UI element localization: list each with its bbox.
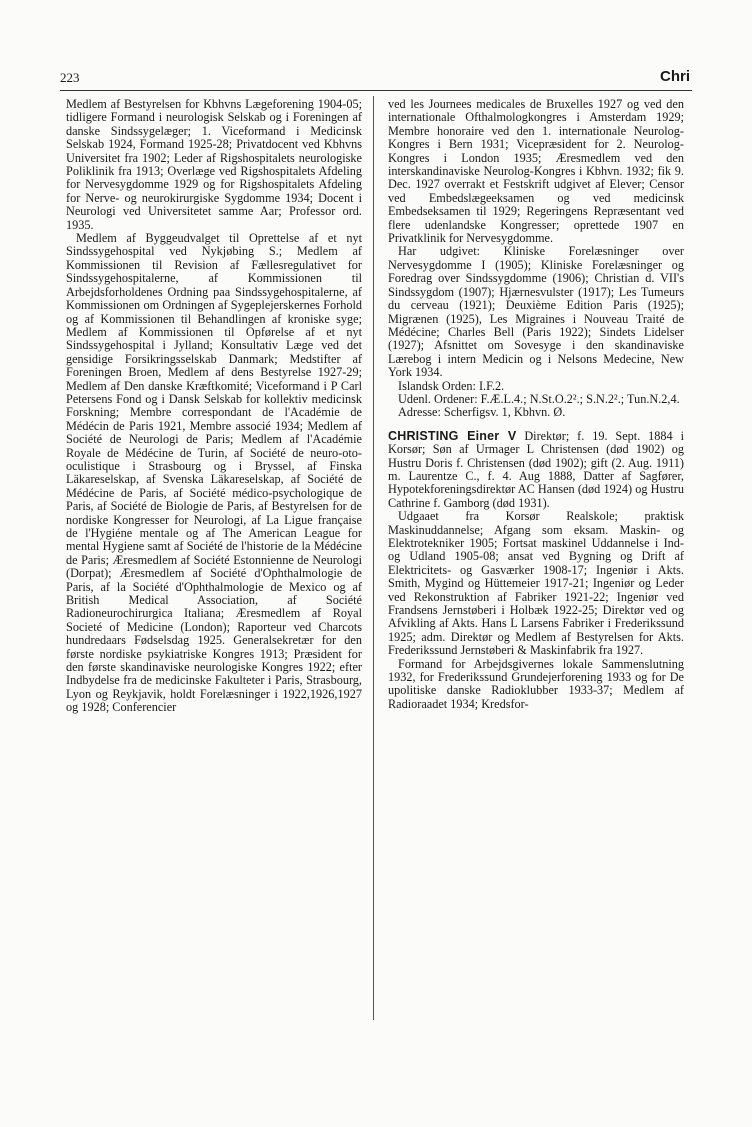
- biography-paragraph: Medlem af Byggeudvalget til Oprettelse af et nyt Sindssygehospital ved Nykjøbing S.; Medlem af Kommissionen til Revision af Fællesregulativet for Sindssygehospitalerne, af Kommissionen til Arbejdsforholdenes Ordning paa Sindssygehospitalerne, af Kommissionen om Ordningen af Sygeplejerskernes Forhold og af Kommissionen til Behandlingen af kroniske syge; Medlem af Kommissionen til Opførelse af et nyt Sindssygehospital i Jylland; Konsultativ Læge ved det gensidige Forsikringsselskab Danmark; Medstifter af Foreningen Broen, Medlem af dens Bestyrelse 1927-29; Medlem af Den danske Kræftkomité; Viceformand i P Carl Petersens Fond og i Dansk Selskab for kollektiv medicinsk Forskning; Membre correspondant de l'Académie de Médécin de Paris 1921, Membre associé 1934; Medlem af Société de Neurologi de Paris; Medlem af l'Académie Royale de Médécine de Turin, af Société de neuro-oto-oculistique i Strasbourg og i Bryssel, af Finska Läkareselskap, af Svenska Läkareselskap, af Société de Médécine de Paris, af Société médico-psychologique de Paris, af Société de Biologie de Paris, af Bestyrelsen for de nordiske Kongresser for Neurologi, af La Ligue française de l'Hygiéne mentale og af The American League for mental Hygiene samt af Société de l'historie de la Médécine de Paris; Æresmedlem af Société Estonnienne de Neurologi (Dorpat); Æresmedlem af Société d'Ophthalmologie de Paris, af la Société d'Ophthalmologie de Mexico og af British Medical Association, af Société Radioneurochirurgica Italiana; Æresmedlem af Royal Societé of Medicine (London); Raporteur ved Charcots hundredaars Fødselsdag 1925. Generalsekretær for den første nordiske psykiatriske Kongres 1913; Præsident for den første skandinaviske neurologiske Kongres 1922; efter Indbydelse fra de medicinske Fakulteter i Paris, Strasbourg, Lyon og Reykjavik, holdt Forelæsninger i 1922,1926,1927 og 1928; Conferencier: [66, 231, 362, 715]
- left-column: [66, 98, 362, 1028]
- orders-line: Islandsk Orden: I.F.2.: [398, 378, 505, 393]
- entry-heading: [388, 430, 684, 510]
- address-line: Adresse: Scherfigsv. 1, Kbhvn. Ø.: [398, 405, 566, 420]
- running-head: Chri: [660, 68, 690, 85]
- biography-paragraph: Medlem af Bestyrelsen for Kbhvns Lægeforening 1904-05; tidligere Formand i neurologisk Selskab og i Foreningen af danske Sindssygelæger; 1. Viceformand i Medicinsk Selskab 1924, Formand 1925-28; Privatdocent ved Kbhvns Universitet fra 1902; Leder af Rigshospitalets neurologiske Poliklinik fra 1913; Overlæge ved Rigshospitalets Afdeling for Nervesygdomme 1929 og for Rigshospitalets Afdeling for Nerve- og neurokirurgiske Sygdomme 1934; Docent i Neurologi ved Universitetet samme Aar; Professor ord. 1935.: [66, 98, 362, 232]
- biography-paragraph: ved les Journees medicales de Bruxelles 1927 og ved den internationale Ofthalmologkongres i Amsterdam 1929; Membre honoraire ved den 1. internationale Neurolog-Kongres i Bern 1931; Vicepræsident for 2. Neurolog-Kongres i London 1935; Æresmedlem ved den interskandinaviske Neurolog-Kongres i Kbhvn. 1932; fik 9. Dec. 1927 overrakt et Festskrift udgivet af Elever; Censor ved Embedslægeeksamen og ved medicinsk Embedseksamen til 1929; Regeringens Repræsentant ved flere udenlandske Kongresser; oprettede 1907 en Privatklinik for Nervesygdomme.: [388, 98, 684, 246]
- header-rule: [60, 90, 692, 91]
- publications-paragraph: Har udgivet: Kliniske Forelæsninger over Nervesygdomme I (1905); Kliniske Forelæsninger og Foredrag over Sindssygdomme (1906); Christian d. VII's Sindssygdom (1907); Hjærnesvulster (1917); Les Tumeurs du cerveau (1921); Deuxième Edition Paris (1925); Migrænen (1925), Les Migraines i Nouveau Traité de Médécine; Charles Bell (Paris 1922); Sindets Lidelser (1927); Afsnittet om Sovesyge i den skandinaviske Lærebog i intern Medicin og i Nelsons Medecine, New York 1934.: [388, 244, 684, 380]
- orders-line: Udenl. Ordener: F.Æ.L.4.; N.St.O.2².; S.N.2².; Tun.N.2,4.: [398, 391, 680, 406]
- entry-headword: CHRISTING Einer V: [388, 428, 517, 443]
- page-number: 223: [60, 70, 80, 85]
- biography-paragraph: Udgaaet fra Korsør Realskole; praktisk Maskinuddannelse; Afgang som eksam. Maskin- og Elektrotekniker 1905; Fortsat maskinel Uddannelse i Ind- og Udland 1905-08; ansat ved Bygning og Drift af Elektricitets- og Gasværker 1908-17; Ingeniør i Akts. Smith, Mygind og Hüttemeier 1917-21; Ingeniør og Leder ved Rekonstruktion af Fabriker 1921-22; Ingeniør ved Frandsens Jernstøberi i Holbæk 1922-25; Direktør ved og Afvikling af Akts. Hans L Larsens Fabriker i Frederikssund 1925; adm. Direktør og Medlem af Bestyrelsen for Akts. Frederikssund Jernstøberi & Maskinfabrik fra 1927.: [388, 509, 684, 658]
- column-divider: [373, 96, 374, 1020]
- biography-paragraph: Formand for Arbejdsgivernes lokale Sammenslutning 1932, for Frederikssund Grundejerforening 1933 og for De upolitiske danske Radioklubber 1933-37; Medlem af Radioraadet 1934; Kredsfor-: [388, 656, 684, 711]
- entry-intro: Direktør; f. 19. Sept. 1884 i Korsør; Søn af Urmager L Christensen (død 1902) og Hustru Doris f. Christensen (død 1902); gift (2. Aug. 1911) m. Laurentze C., f. 4. Aug 1888, Datter af Sagfører, Hypotekforeningsdirektør AC Hansen (død 1924) og Hustru Cathrine f. Gamborg (død 1931).: [388, 428, 684, 510]
- right-column: [388, 98, 684, 1028]
